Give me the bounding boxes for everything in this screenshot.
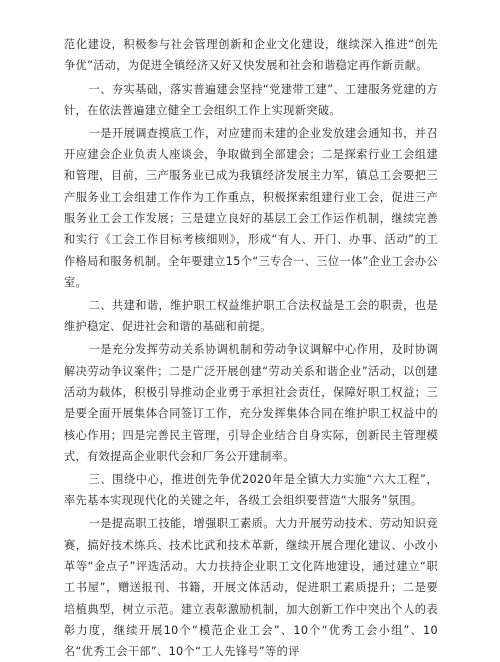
section-heading-3: 三、围绕中心，推进创先争优2020年是全镇大力实施“六大工程”，率先基本实现现代化的关键之年，各级工会组织要营造“大服务”氛围。 — [64, 473, 438, 508]
section-heading-1: 一、夯实基础，落实普遍建会坚持“党建带工建”、工建服务党建的方针，在依法普遍建立健全工会组织工作上实现新突破。 — [64, 82, 438, 117]
paragraph-3: 一是提高职工技能，增强职工素质。大力开展劳动技术、劳动知识竞赛，搞好技术练兵、技术比武和技术革新，继续开展合理化建议、小改小革等“金点子”评选活动。大力扶持企业职工文化阵地建设，通过建立“职工书屋”，赠送报刊、书籍，开展文体活动，促进职工素质提升；二是要培植典型，树立示范。建立表彰激励机制，加大创新工作中突出个人的表彰力度，继续开展10个“模范企业工会”、10个“优秀工会小组”、10名“优秀工会干部”、10个“工人先锋号”等的评 — [64, 517, 438, 659]
paragraph-intro-continuation: 范化建设，积极参与社会管理创新和企业文化建设，继续深入推进“创先争优”活动，为促进全镇经济又好又快发展和社会和谐稳定再作新贡献。 — [64, 38, 438, 73]
paragraph-2: 一是充分发挥劳动关系协调机制和劳动争议调解中心作用，及时协调解决劳动争议案件；二是广泛开展创建“劳动关系和谐企业”活动，以创建活动为载体，积极引导推动企业勇于承担社会责任，保障好职工权益；三是要全面开展集体合同签订工作，充分发挥集体合同在维护职工权益中的核心作用；四是完善民主管理，引导企业结合自身实际，创新民主管理模式，有效提高企业职代会和厂务公开建制率。 — [64, 343, 438, 463]
paragraph-1: 一是开展调查摸底工作，对应建而未建的企业发放建会通知书，并召开应建会企业负责人座谈会，争取做到全部建会；二是探索行业工会组建和管理，目前，三产服务业已成为我镇经济发展主力军，镇总工会要把三产服务业工会组建工作作为工作重点，积极探索组建行业工会，促进三产服务业工会工作发展；三是建立良好的基层工会工作运作机制，继续完善和实行《工会工作目标考核细则》，形成“有人、开门、办事、活动”的工作格局和服务机制。全年要建立15个“三专合一、三位一体”企业工会办公室。 — [64, 126, 438, 289]
section-heading-2: 二、共建和谐，维护职工权益维护职工合法权益是工会的职责，也是维护稳定、促进社会和谐的基础和前提。 — [64, 299, 438, 334]
